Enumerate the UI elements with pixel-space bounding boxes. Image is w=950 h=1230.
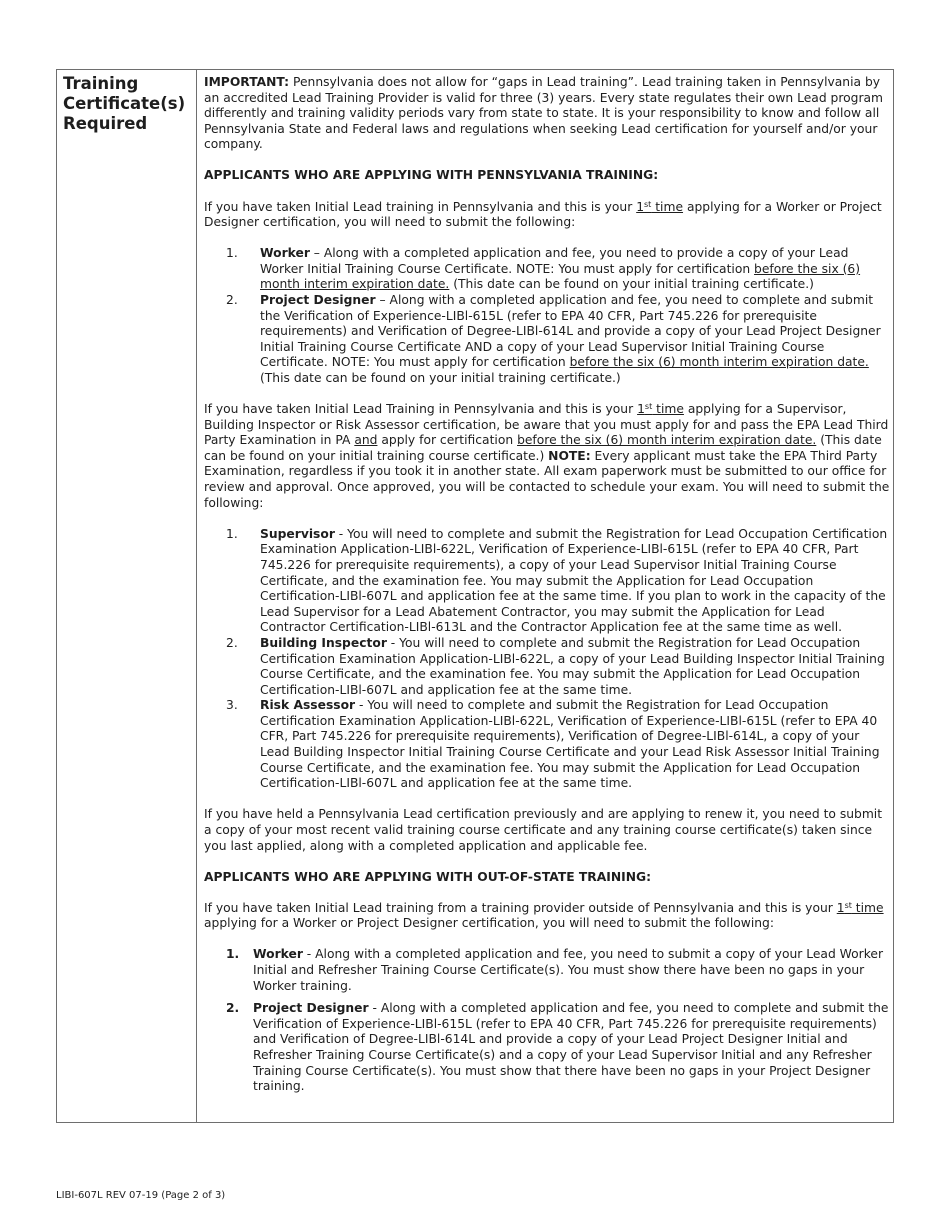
first-time-underline: 1st time	[636, 199, 684, 214]
important-paragraph	[204, 75, 890, 153]
list-item: 1. Worker - Along with a completed application and fee, you need to submit a copy of your Lead Worker Initial and Refresher Training Course Certificate(s). You must show there have been no gaps in your Worker training.	[226, 947, 883, 993]
row-label-cell	[57, 70, 197, 1122]
oos-heading: APPLICANTS WHO ARE APPLYING WITH OUT-OF-STATE TRAINING:	[204, 869, 652, 884]
list-item: 1. Supervisor - You will need to complete and submit the Registration for Lead Occupation Certification Examination Application-LIBl-622L, Verification of Experience-LIBl-615L (refer to EPA 40 CFR, Part 745.226 for prerequisite requirements), a copy of your Lead Supervisor Initial Training Course Certificate, and the examination fee. You may submit the Application for Lead Occupation Certification-LIBl-607L and application fee at the same time. If you plan to work in the capacity of the Lead Supervisor for a Lead Abatement Contractor, you may submit the Application for Lead Contractor Certification-LIBl-613L and the Contractor Application fee at the same time as well.	[226, 526, 888, 635]
requirements-table	[56, 69, 894, 1123]
pa-intro-paragraph: If you have taken Initial Lead training in Pennsylvania and this is your 1st time applying for a Worker or Project Designer certification, you will need to submit the following:	[204, 199, 882, 230]
section-heading	[63, 74, 190, 134]
row-content-cell	[204, 75, 890, 1095]
oos-intro-paragraph: If you have taken Initial Lead training from a training provider outside of Pennsylvania and this is your 1st time applying for a Worker or Project Designer certification, you will need to submit the following:	[204, 900, 884, 931]
list-item: 2. Project Designer - Along with a completed application and fee, you need to complete and submit the Verification of Experience-LIBl-615L (refer to EPA 40 CFR, Part 745.226 for prerequisite requirements) and Verification of Degree-LIBl-614L and provide a copy of your Lead Project Designer Initial and Refresher Training Course Certificate(s) and a copy of your Lead Supervisor Initial and any Refresher Training Course Certificate(s). You must show that there have been no gaps in your Project Designer training.	[226, 1001, 889, 1094]
list-item: 3. Risk Assessor - You will need to complete and submit the Registration for Lead Occupation Certification Examination Application-LIBl-622L, Verification of Experience-LIBl-615L (refer to EPA 40 CFR, Part 745.226 for prerequisite requirements), Verification of Degree-LIBl-614L, a copy of your Lead Building Inspector Initial Training Course Certificate and your Lead Risk Assessor Initial Training Course Certificate, and the examination fee. You may submit the Application for Lead Occupation Certification-LIBl-607L and application fee at the same time.	[226, 698, 880, 791]
list-item: 1. Worker – Along with a completed application and fee, you need to provide a copy of your Lead Worker Initial Training Course Certificate. NOTE: You must apply for certification before the six (6) month interim expiration date. (This date can be found on your initial training certificate.)	[226, 246, 861, 292]
pa-heading: APPLICANTS WHO ARE APPLYING WITH PENNSYLVANIA TRAINING:	[204, 168, 659, 183]
important-label: IMPORTANT:	[204, 75, 290, 89]
heading-line-1: Training	[63, 74, 139, 93]
pa-renewal-paragraph: If you have held a Pennsylvania Lead certification previously and are applying to renew it, you need to submit a copy of your most recent valid training course certificate and any training course certificate(s) taken since you last applied, along with a completed application and applicable fee.	[204, 807, 883, 853]
list-item: 2. Project Designer – Along with a completed application and fee, you need to complete and submit the Verification of Experience-LIBl-615L (refer to EPA 40 CFR, Part 745.226 for prerequisite requirements) and Verification of Degree-LIBl-614L and provide a copy of your Lead Project Designer Initial Training Course Certificate AND a copy of your Lead Supervisor Initial Training Course Certificate. NOTE: You must apply for certification before the six (6) month interim expiration date. (This date can be found on your initial training certificate.)	[226, 293, 881, 385]
important-text: Pennsylvania does not allow for “gaps in Lead training”. Lead training taken in Pennsylvania by an accredited Lead Training Provider is valid for three (3) years. Every state regulates their own Lead program differently and training validity periods vary from state to state. It is your responsibility to know and follow all Pennsylvania State and Federal laws and regulations when seeking Lead certification for yourself and/or your company.	[204, 75, 884, 152]
heading-line-3: Required	[63, 114, 148, 133]
pa-exam-list	[204, 527, 890, 792]
list-item: 2. Building Inspector - You will need to complete and submit the Registration for Lead Occupation Certification Examination Application-LIBl-622L, a copy of your Lead Building Inspector Initial Training Course Certificate, and the examination fee. You may submit the Application for Lead Occupation Certification-LIBl-607L and application fee at the same time.	[226, 635, 885, 697]
pa-worker-designer-list	[204, 246, 890, 386]
heading-line-2: Certificate(s)	[63, 94, 186, 113]
form-footer: LIBI-607L REV 07-19 (Page 2 of 3)	[56, 1190, 226, 1201]
pa-exam-paragraph: If you have taken Initial Lead Training in Pennsylvania and this is your 1st time applying for a Supervisor, Building Inspector or Risk Assessor certification, be aware that you must apply for and pass the EPA Lead Third Party Examination in PA and apply for certification before the six (6) month interim expiration date. (This date can be found on your initial training course certificate.) NOTE: Every applicant must take the EPA Third Party Examination, regardless if you took it in another state. All exam paperwork must be submitted to our office for review and approval. Once approved, you will be contacted to schedule your exam. You will need to submit the following:	[204, 402, 890, 510]
oos-list	[204, 947, 890, 1094]
